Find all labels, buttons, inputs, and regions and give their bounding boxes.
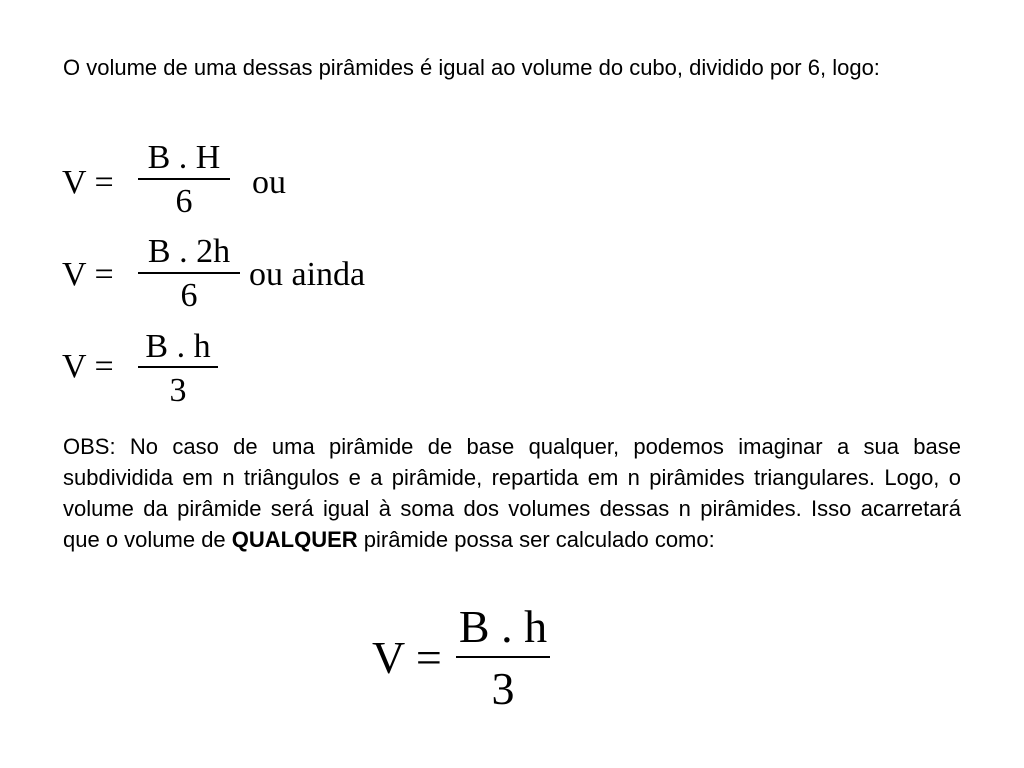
fraction <box>138 328 218 414</box>
intro-paragraph: O volume de uma dessas pirâmides é igual ao volume do cubo, dividido por 6, logo: <box>63 55 880 80</box>
formula-lhs: V = <box>62 164 114 201</box>
fraction <box>456 598 550 720</box>
fraction <box>138 138 230 224</box>
fraction-numerator: B . h <box>458 601 548 652</box>
formula-suffix: ou <box>252 164 286 201</box>
fraction-denominator: 6 <box>180 277 198 314</box>
fraction-denominator: 6 <box>175 183 193 220</box>
fraction-numerator: B . h <box>145 328 211 365</box>
obs-paragraph <box>63 431 961 555</box>
obs-text-before: OBS: No caso de uma pirâmide de base qualquer, podemos imaginar a sua base subdividida em n triângulos e a pirâmide, repartida em n pirâmides triangulares. Logo, o volume da pirâmide será igual à soma dos volumes dessas n pirâmides. Isso acarretará que o volume de <box>63 434 961 552</box>
formula-volume-b2h-over-6 <box>62 232 422 322</box>
fraction-numerator: B . 2h <box>147 233 231 270</box>
formula-lhs: V = <box>62 256 114 293</box>
formula-lhs: V = <box>372 632 442 683</box>
obs-text-after: pirâmide possa ser calculado como: <box>357 527 715 552</box>
formula-lhs: V = <box>62 348 114 385</box>
fraction-denominator: 3 <box>491 663 515 714</box>
obs-emphasis: QUALQUER <box>231 527 358 552</box>
fraction <box>138 232 240 318</box>
final-formula <box>372 598 572 728</box>
fraction-denominator: 3 <box>169 372 187 409</box>
formula-suffix: ou ainda <box>249 256 366 293</box>
formula-volume-bh-over-6 <box>62 138 382 228</box>
formula-volume-bh-over-3 <box>62 328 262 418</box>
fraction-numerator: B . H <box>147 139 221 176</box>
